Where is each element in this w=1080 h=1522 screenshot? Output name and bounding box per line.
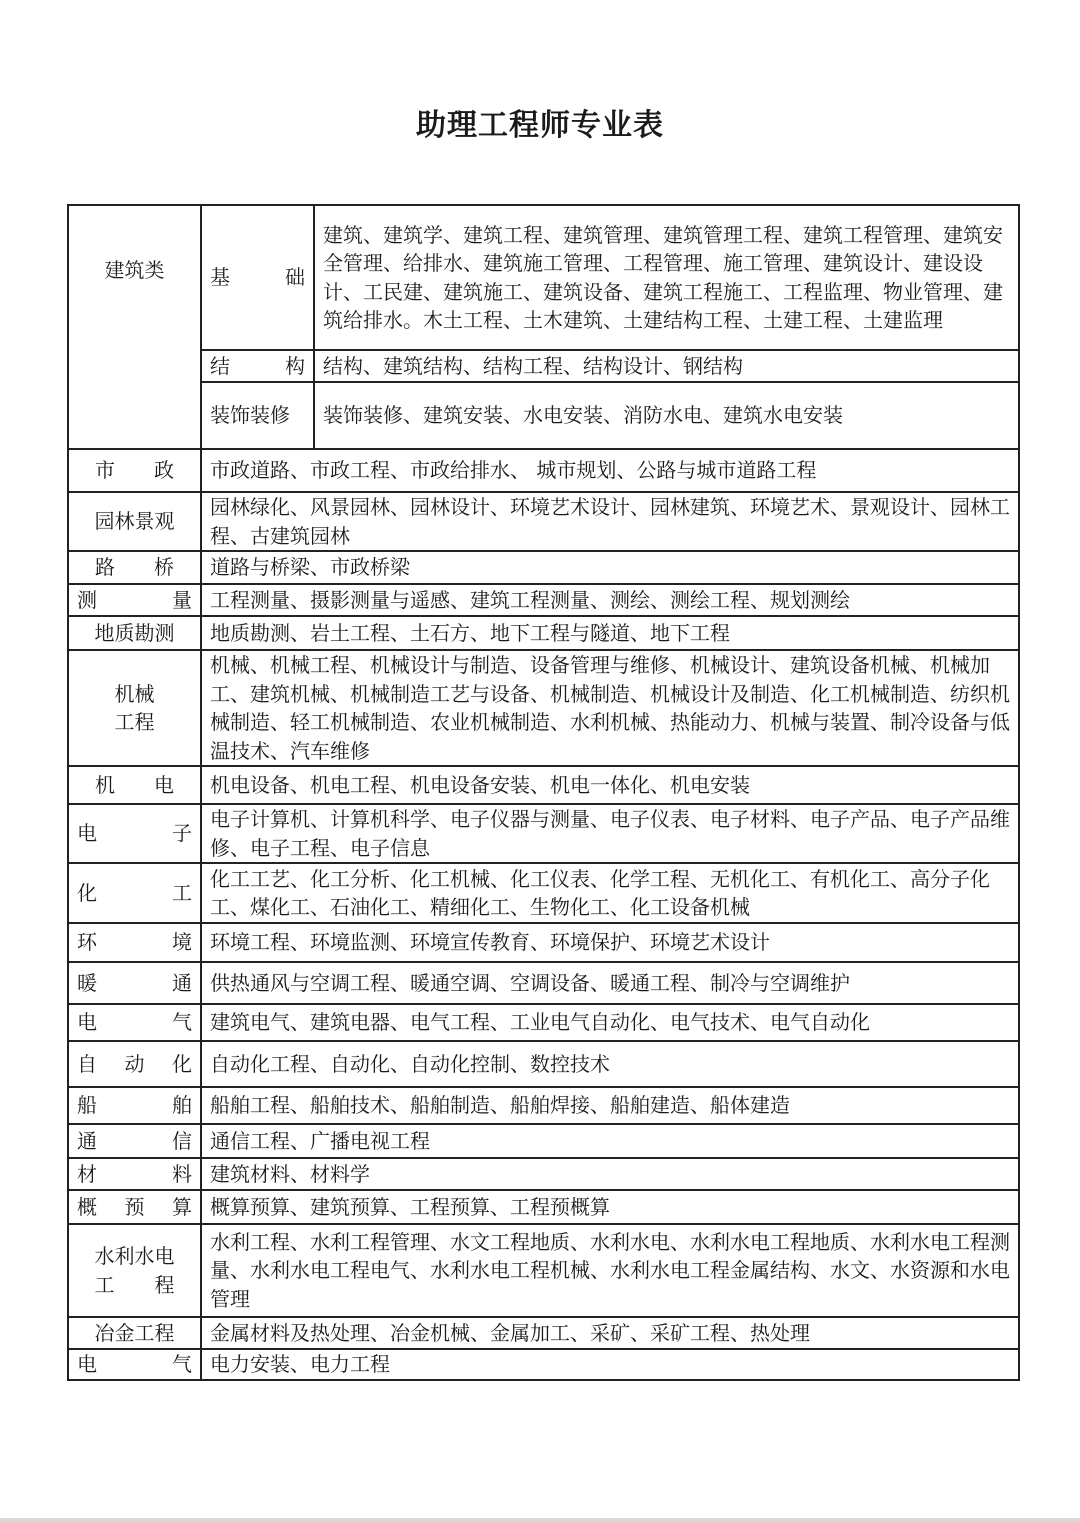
- table-row: [68, 804, 1019, 863]
- category-cell: 通 信: [68, 1124, 201, 1158]
- subcategory-cell: 结 构: [201, 350, 314, 382]
- category-cell: 材 料: [68, 1158, 201, 1190]
- document-title: 助理工程师专业表: [416, 108, 664, 143]
- subcategory-cell: 装饰装修: [201, 382, 314, 449]
- table-row: [68, 650, 1019, 766]
- table-row: [68, 1124, 1019, 1158]
- major-list-cell: 建筑、建筑学、建筑工程、建筑管理、建筑管理工程、建筑工程管理、建筑安全管理、给排水、建筑施工管理、工程管理、施工管理、建筑设计、建设设计、工民建、建筑施工、建筑设备、建筑工程施工、工程监理、物业管理、建筑给排水。木土工程、土木建筑、土建结构工程、土建工程、土建监理: [314, 205, 1019, 350]
- table-row: [68, 962, 1019, 1004]
- category-cell: 建筑类: [68, 205, 201, 449]
- category-cell: 园林景观: [68, 492, 201, 551]
- table-row: [68, 1224, 1019, 1317]
- table-row: [68, 205, 1019, 350]
- major-list-cell: 环境工程、环境监测、环境宣传教育、环境保护、环境艺术设计: [201, 923, 1019, 962]
- table-row: [68, 863, 1019, 923]
- major-list-cell: 建筑材料、材料学: [201, 1158, 1019, 1190]
- major-list-cell: 地质勘测、岩土工程、土石方、地下工程与隧道、地下工程: [201, 616, 1019, 650]
- table-row: [68, 382, 1019, 449]
- major-list-cell: 概算预算、建筑预算、工程预算、工程预概算: [201, 1190, 1019, 1224]
- category-cell: 冶金工程: [68, 1317, 201, 1349]
- table-row: [68, 1158, 1019, 1190]
- major-list-cell: 工程测量、摄影测量与遥感、建筑工程测量、测绘、测绘工程、规划测绘: [201, 584, 1019, 616]
- major-list-cell: 自动化工程、自动化、自动化控制、数控技术: [201, 1041, 1019, 1087]
- category-cell: 机 电: [68, 766, 201, 804]
- category-cell: 暖 通: [68, 962, 201, 1004]
- table-row: [68, 1004, 1019, 1041]
- major-list-cell: 供热通风与空调工程、暖通空调、空调设备、暖通工程、制冷与空调维护: [201, 962, 1019, 1004]
- category-cell: 地质勘测: [68, 616, 201, 650]
- major-list-cell: 市政道路、市政工程、市政给排水、 城市规划、公路与城市道路工程: [201, 449, 1019, 492]
- table-row: [68, 1349, 1019, 1380]
- major-list-cell: 道路与桥梁、市政桥梁: [201, 551, 1019, 584]
- table-row: [68, 923, 1019, 962]
- major-list-cell: 金属材料及热处理、冶金机械、金属加工、采矿、采矿工程、热处理: [201, 1317, 1019, 1349]
- major-list-cell: 结构、建筑结构、结构工程、结构设计、钢结构: [314, 350, 1019, 382]
- table-row: [68, 1190, 1019, 1224]
- major-list-cell: 化工工艺、化工分析、化工机械、化工仪表、化学工程、无机化工、有机化工、高分子化工、煤化工、石油化工、精细化工、生物化工、化工设备机械: [201, 863, 1019, 923]
- table-row: [68, 1041, 1019, 1087]
- table-row: [68, 1317, 1019, 1349]
- table-row: [68, 492, 1019, 551]
- category-cell: 环 境: [68, 923, 201, 962]
- category-cell: 船 舶: [68, 1087, 201, 1124]
- category-cell: 机械工程: [68, 650, 201, 766]
- major-list-cell: 电力安装、电力工程: [201, 1349, 1019, 1380]
- category-cell: 自 动 化: [68, 1041, 201, 1087]
- table-row: [68, 1087, 1019, 1124]
- table-row: [68, 551, 1019, 584]
- category-cell: 市 政: [68, 449, 201, 492]
- major-list-cell: 园林绿化、风景园林、园林设计、环境艺术设计、园林建筑、环境艺术、景观设计、园林工程、古建筑园林: [201, 492, 1019, 551]
- page-bottom-edge: [0, 1518, 1080, 1522]
- category-cell: 电 气: [68, 1349, 201, 1380]
- table-row: [68, 449, 1019, 492]
- category-cell: 测 量: [68, 584, 201, 616]
- table-row: [68, 766, 1019, 804]
- major-table: [67, 204, 1030, 1381]
- major-list-cell: 电子计算机、计算机科学、电子仪器与测量、电子仪表、电子材料、电子产品、电子产品维修、电子工程、电子信息: [201, 804, 1019, 863]
- major-list-cell: 机电设备、机电工程、机电设备安装、机电一体化、机电安装: [201, 766, 1019, 804]
- category-cell: 电 气: [68, 1004, 201, 1041]
- major-list-cell: 机械、机械工程、机械设计与制造、设备管理与维修、机械设计、建筑设备机械、机械加工、建筑机械、机械制造工艺与设备、机械制造、机械设计及制造、化工机械制造、纺织机械制造、轻工机械制造、农业机械制造、水利机械、热能动力、机械与装置、制冷设备与低温技术、汽车维修: [201, 650, 1019, 766]
- major-list-cell: 水利工程、水利工程管理、水文工程地质、水利水电、水利水电工程地质、水利水电工程测 量、水利水电工程电气、水利水电工程机械、水利水电工程金属结构、水文、水资源和水电管理: [201, 1224, 1019, 1317]
- table-row: [68, 616, 1019, 650]
- major-list-cell: 建筑电气、建筑电器、电气工程、工业电气自动化、电气技术、电气自动化: [201, 1004, 1019, 1041]
- category-cell: 路 桥: [68, 551, 201, 584]
- subcategory-cell: 基 础: [201, 205, 314, 350]
- category-cell: 水利水电工 程: [68, 1224, 201, 1317]
- major-list-cell: 装饰装修、建筑安装、水电安装、消防水电、建筑水电安装: [314, 382, 1019, 449]
- major-list-cell: 船舶工程、船舶技术、船舶制造、船舶焊接、船舶建造、船体建造: [201, 1087, 1019, 1124]
- category-cell: 电 子: [68, 804, 201, 863]
- category-cell: 化 工: [68, 863, 201, 923]
- category-cell: 概 预 算: [68, 1190, 201, 1224]
- major-list-cell: 通信工程、广播电视工程: [201, 1124, 1019, 1158]
- table-row: [68, 350, 1019, 382]
- table-row: [68, 584, 1019, 616]
